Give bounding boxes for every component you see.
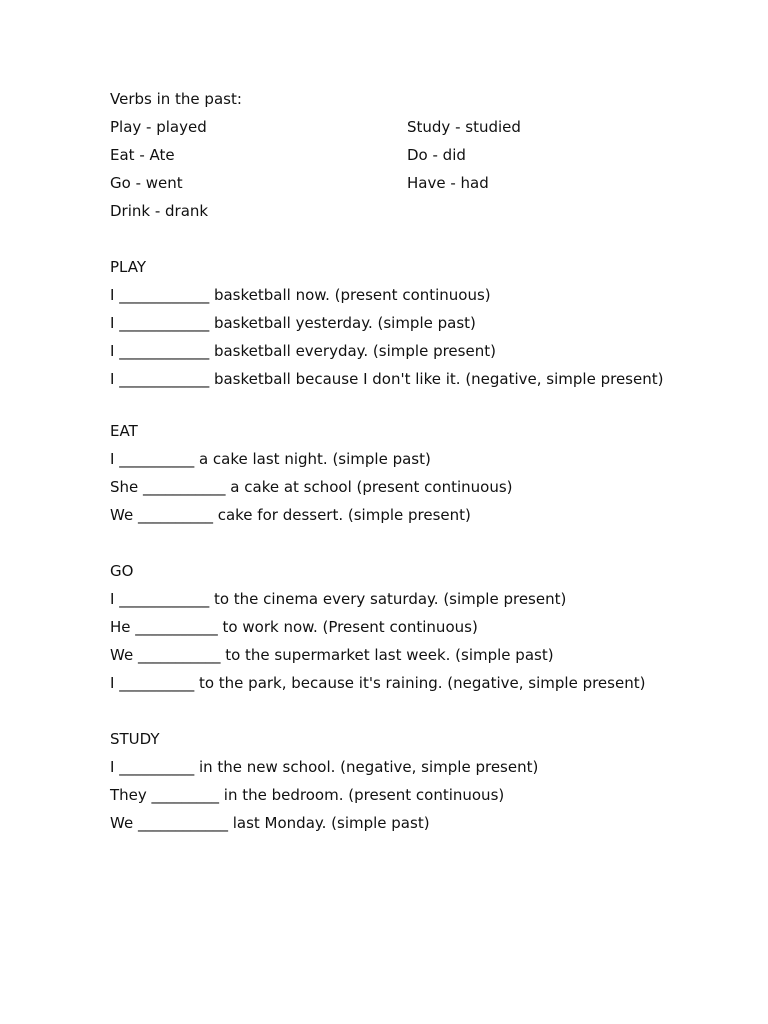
verb-pair: Eat - Ate: [110, 146, 175, 164]
verb-pair: Drink - drank: [110, 202, 209, 220]
exercise-sentence: I ____________ basketball because I don't like it. (negative, simple present): [110, 370, 664, 388]
section-heading: EAT: [110, 422, 138, 440]
section-go: [110, 557, 710, 697]
worksheet: [110, 85, 710, 837]
exercise-sentence: I ____________ basketball everyday. (simple present): [110, 342, 496, 360]
verb-pair: Go - went: [110, 174, 183, 192]
exercise-sentence: We ___________ to the supermarket last week. (simple past): [110, 646, 554, 664]
verb-pair: Play - played: [110, 118, 207, 136]
exercise-sentence: I __________ a cake last night. (simple past): [110, 450, 431, 468]
verb-pair: Have - had: [407, 174, 489, 192]
exercise-sentence: I ____________ basketball yesterday. (simple past): [110, 314, 476, 332]
verbs-list: [110, 85, 710, 225]
section-heading: STUDY: [110, 730, 160, 748]
verbs-title: Verbs in the past:: [110, 90, 242, 108]
exercise-sentence: We __________ cake for dessert. (simple present): [110, 506, 471, 524]
section-heading: PLAY: [110, 258, 147, 276]
exercise-sentence: I ____________ basketball now. (present continuous): [110, 286, 491, 304]
verb-pair: Do - did: [407, 146, 466, 164]
exercise-sentence: He ___________ to work now. (Present continuous): [110, 618, 478, 636]
exercise-sentence: I ____________ to the cinema every saturday. (simple present): [110, 590, 567, 608]
section-study: [110, 725, 710, 837]
exercise-sentence: We ____________ last Monday. (simple past): [110, 814, 430, 832]
verb-pair: Study - studied: [407, 118, 521, 136]
exercise-sentence: She ___________ a cake at school (present continuous): [110, 478, 513, 496]
section-play: [110, 253, 710, 389]
exercise-sentence: I __________ to the park, because it's raining. (negative, simple present): [110, 674, 646, 692]
verbs-right-column: [407, 113, 521, 197]
exercise-sentence: I __________ in the new school. (negative, simple present): [110, 758, 539, 776]
section-eat: [110, 417, 710, 529]
exercise-sentence: They _________ in the bedroom. (present continuous): [110, 786, 505, 804]
section-heading: GO: [110, 562, 134, 580]
